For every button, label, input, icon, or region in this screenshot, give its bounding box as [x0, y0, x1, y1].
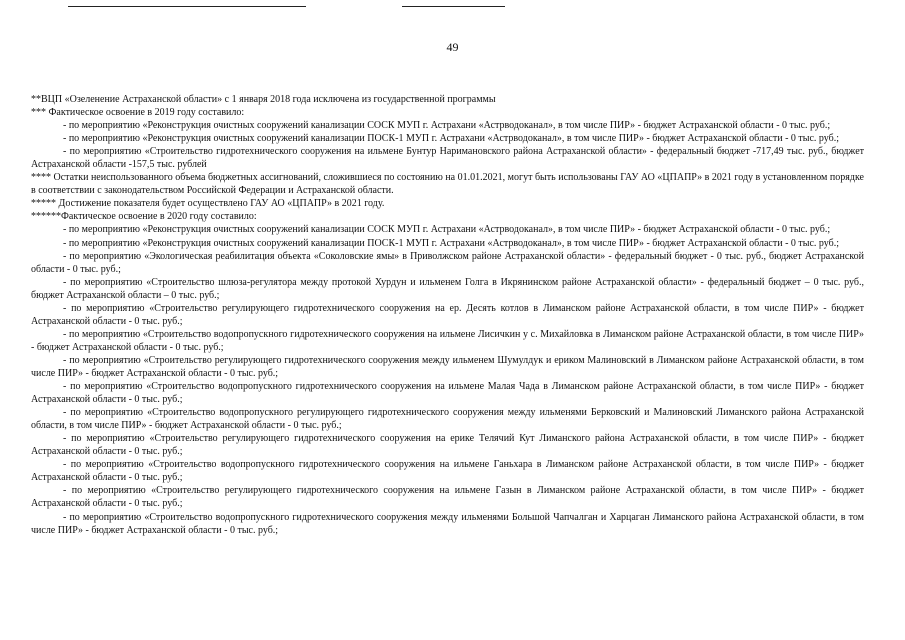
footnote-item: - по мероприятию «Строительство водопропускного гидротехнического сооружения на ильмене Ганьхара в Лиманском районе Астраханской области, в том числе ПИР» - бюджет Астраханской области - 0 тыс. руб.; — [31, 459, 864, 484]
footnote-paragraph: ***** Достижение показателя будет осуществлено ГАУ АО «ЦПАПР» в 2021 году. — [31, 198, 385, 210]
footnotes-body — [31, 93, 864, 537]
header-rule-left — [68, 6, 306, 7]
footnote-item: - по мероприятию «Строительство регулирующего гидротехнического сооружения на ерике Телячий Кут Лиманского района Астраханской области, в том числе ПИР» - бюджет Астраханской области - 0 тыс. руб.; — [31, 433, 864, 458]
footnote-item: - по мероприятию «Реконструкция очистных сооружений канализации ПОСК-1 МУП г. Астрахани «Астрводоканал», в том числе ПИР» - бюджет Астраханской области - 0 тыс. руб.; — [63, 237, 840, 249]
footnote-item: - по мероприятию «Строительство регулирующего гидротехнического сооружения на ер. Десять котлов в Лиманском районе Астраханской области, в том числе ПИР» - бюджет Астраханской области - 0 тыс. руб.; — [31, 302, 864, 327]
footnote-item: - по мероприятию «Реконструкция очистных сооружений канализации СОСК МУП г. Астрахани «Астрводоканал», в том числе ПИР» - бюджет Астраханской области - 0 тыс. руб.; — [63, 224, 831, 236]
footnote-item: - по мероприятию «Экологическая реабилитация объекта «Соколовские ямы» в Приволжском районе Астраханской области» - федеральный бюджет - 0 тыс. руб., бюджет Астраханской области - 0 тыс. руб.; — [31, 250, 864, 275]
footnote-item: - по мероприятию «Строительство водопропускного регулирующего гидротехнического сооружения между ильменями Берковский и Малиновский Лиманского района Астраханской области, в том числе ПИР» - бюджет Астраханской области - 0 тыс. руб.; — [31, 407, 864, 432]
footnote-paragraph: **ВЦП «Озеленение Астраханской области» с 1 января 2018 года исключена из государственной программы — [31, 94, 496, 105]
footnote-item: - по мероприятию «Реконструкция очистных сооружений канализации СОСК МУП г. Астрахани «Астрводоканал», в том числе ПИР» - бюджет Астраханской области - 0 тыс. руб.; — [63, 120, 831, 132]
footnote-item: - по мероприятию «Строительство регулирующего гидротехнического сооружения на ильмене Газын в Лиманском районе Астраханской области, в том числе ПИР» - бюджет Астраханской области - 0 тыс. руб.; — [31, 485, 864, 510]
footnote-paragraph: **** Остатки неиспользованного объема бюджетных ассигнований, сложившиеся по состоянию на 01.01.2021, могут быть использованы ГАУ АО «ЦПАПР» в 2021 году в установленном порядке в соответствии с законодательством Российской Федерации и Астраханской области. — [31, 172, 864, 197]
header-rule-right — [402, 6, 505, 7]
footnote-item: - по мероприятию «Строительство шлюза-регулятора между протокой Хурдун и ильменем Голга в Икрянинском районе Астраханской области» - федеральный бюджет – 0 тыс. руб., бюджет Астраханской области – 0 тыс. руб.; — [31, 276, 864, 301]
footnote-item: - по мероприятию «Строительство водопропускного гидротехнического сооружения на ильмене Малая Чада в Лиманском районе Астраханской области, в том числе ПИР» - бюджет Астраханской области - 0 тыс. руб.; — [31, 381, 864, 406]
footnote-item: - по мероприятию «Строительство водопропускного гидротехнического сооружения на ильмене Лисичкин у с. Михайловка в Лиманском районе Астраханской области, в том числе ПИР» - бюджет Астраханской области - 0 тыс. руб.; — [31, 328, 864, 353]
footnote-item: - по мероприятию «Реконструкция очистных сооружений канализации ПОСК-1 МУП г. Астрахани «Астрводоканал», в том числе ПИР» - бюджет Астраханской области - 0 тыс. руб.; — [63, 133, 840, 145]
footnote-item: - по мероприятию «Строительство гидротехнического сооружения на ильмене Бунтур Наримановского района Астраханской области» - федеральный бюджет -717,49 тыс. руб., бюджет Астраханской области -157,5 тыс. рублей — [31, 146, 864, 171]
footnote-item: - по мероприятию «Строительство водопропускного гидротехнического сооружения между ильменями Большой Чапчалган и Харцаган Лиманского района Астраханской области, в том числе ПИР» - бюджет Астраханской области - 0 тыс. руб.; — [31, 511, 864, 536]
footnote-paragraph: *** Фактическое освоение в 2019 году составило: — [31, 107, 245, 119]
page-number: 49 — [446, 40, 459, 54]
footnote-paragraph: ******Фактическое освоение в 2020 году составило: — [31, 211, 257, 223]
footnote-item: - по мероприятию «Строительство регулирующего гидротехнического сооружения между ильменем Шумулдук и ериком Малиновский в Лиманском районе Астраханской области, в том числе ПИР» - бюджет Астраханской области - 0 тыс. руб.; — [31, 354, 864, 379]
